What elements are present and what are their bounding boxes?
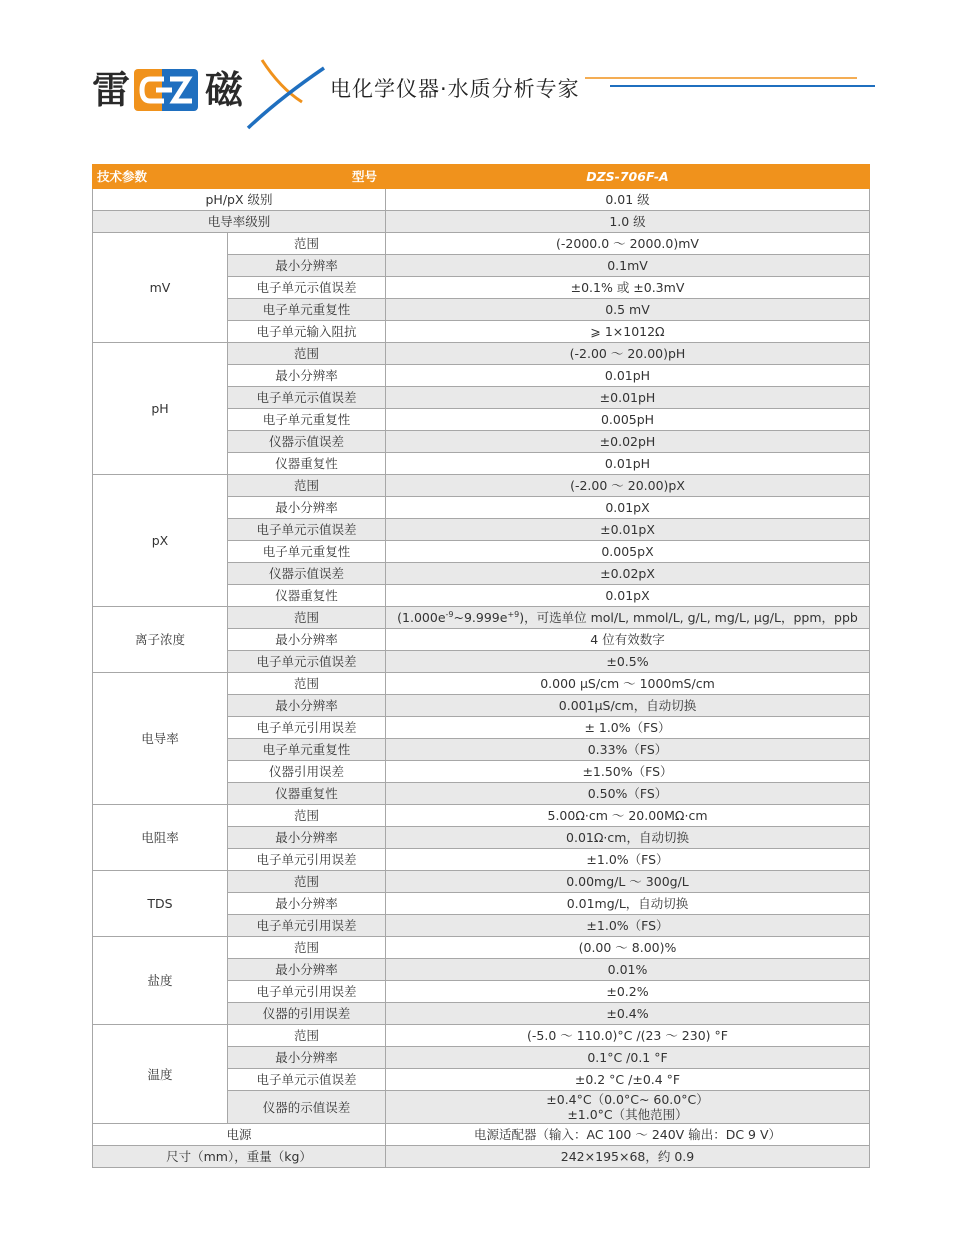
table-row [93, 937, 870, 959]
param-label: 范围 [228, 673, 386, 695]
table-row [93, 189, 870, 211]
param-value: 0.5 mV [386, 299, 870, 321]
param-label: 仪器示值误差 [228, 431, 386, 453]
param-label: 范围 [228, 871, 386, 893]
param-value: (-2.00 ～ 20.00)pH [386, 343, 870, 365]
param-label: 最小分辨率 [228, 365, 386, 387]
param-label: 范围 [228, 607, 386, 629]
group-label-resistivity: 电阻率 [93, 805, 228, 871]
param-label: 电子单元重复性 [228, 409, 386, 431]
param-value: 0.01mg/L，自动切换 [386, 893, 870, 915]
param-label: 仪器引用误差 [228, 761, 386, 783]
param-label: 电子单元示值误差 [228, 277, 386, 299]
header-model-label: 型号 [351, 169, 377, 184]
param-label: 范围 [228, 233, 386, 255]
group-label-temperature: 温度 [93, 1025, 228, 1124]
param-value: 0.001μS/cm，自动切换 [386, 695, 870, 717]
table-row [93, 211, 870, 233]
param-value: 0.01% [386, 959, 870, 981]
param-label: 电子单元引用误差 [228, 915, 386, 937]
row-label: 尺寸（mm），重量（kg） [93, 1146, 386, 1168]
row-value: 0.01 级 [386, 189, 870, 211]
brand-logo-icon [134, 69, 198, 111]
param-label: 电子单元引用误差 [228, 981, 386, 1003]
param-value: 0.01pX [386, 585, 870, 607]
param-value: ±0.02pH [386, 431, 870, 453]
param-label: 电子单元示值误差 [228, 519, 386, 541]
param-value: (-2000.0 ～ 2000.0)mV [386, 233, 870, 255]
param-label: 仪器重复性 [228, 783, 386, 805]
param-label: 最小分辨率 [228, 893, 386, 915]
param-value: (-2.00 ～ 20.00)pX [386, 475, 870, 497]
param-value: 0.01pX [386, 497, 870, 519]
param-label: 电子单元重复性 [228, 541, 386, 563]
exponent: -9 [445, 609, 454, 619]
param-value: ⩾ 1×1012Ω [386, 321, 870, 343]
group-label-salinity: 盐度 [93, 937, 228, 1025]
param-value: ±0.01pX [386, 519, 870, 541]
table-row [93, 871, 870, 893]
spec-table [92, 164, 870, 1168]
row-value: 1.0 级 [386, 211, 870, 233]
param-value: ±0.02pX [386, 563, 870, 585]
param-label: 电子单元重复性 [228, 739, 386, 761]
param-label: 范围 [228, 343, 386, 365]
param-label: 仪器的示值误差 [228, 1091, 386, 1124]
param-label: 最小分辨率 [228, 959, 386, 981]
param-value: 5.00Ω·cm ～ 20.00MΩ·cm [386, 805, 870, 827]
param-label: 最小分辨率 [228, 827, 386, 849]
param-value [386, 1091, 870, 1124]
param-label: 范围 [228, 475, 386, 497]
exponent: +9 [507, 609, 520, 619]
group-label-tds: TDS [93, 871, 228, 937]
row-label: pH/pX 级别 [93, 189, 386, 211]
param-label: 仪器的引用误差 [228, 1003, 386, 1025]
param-value: 0.01pH [386, 453, 870, 475]
table-row [93, 233, 870, 255]
param-value: 0.01pH [386, 365, 870, 387]
param-value: 0.005pX [386, 541, 870, 563]
brand-slogan: 电化学仪器·水质分析专家 [330, 77, 580, 101]
param-label: 最小分辨率 [228, 255, 386, 277]
param-value: ±1.0%（FS） [386, 915, 870, 937]
param-value: 0.005pH [386, 409, 870, 431]
page-header [0, 0, 960, 150]
table-header-row [93, 165, 870, 189]
value-line: ±0.4°C（0.0°C~ 60.0°C） [546, 1092, 709, 1107]
table-row [93, 1146, 870, 1168]
param-value: ±0.2% [386, 981, 870, 1003]
header-param-label: 技术参数 [97, 169, 148, 184]
param-value: ±1.0%（FS） [386, 849, 870, 871]
brand-char-ci: 磁 [205, 68, 244, 112]
param-value: 0.00mg/L ～ 300g/L [386, 871, 870, 893]
param-label: 仪器重复性 [228, 453, 386, 475]
param-label: 电子单元示值误差 [228, 1069, 386, 1091]
table-row [93, 1025, 870, 1047]
row-label: 电导率级别 [93, 211, 386, 233]
table-row [93, 343, 870, 365]
param-value: ±0.4% [386, 1003, 870, 1025]
header-divider-lines [585, 75, 875, 91]
value-part: )，可选单位 mol/L, mmol/L, g/L, mg/L, μg/L，ppm，ppb [519, 610, 858, 625]
value-part: (1.000e [397, 610, 446, 625]
table-row [93, 1124, 870, 1146]
table-row [93, 805, 870, 827]
param-label: 电子单元重复性 [228, 299, 386, 321]
param-value: 0.01Ω·cm，自动切换 [386, 827, 870, 849]
param-label: 电子单元引用误差 [228, 717, 386, 739]
param-label: 最小分辨率 [228, 629, 386, 651]
param-value: 0.50%（FS） [386, 783, 870, 805]
param-value: ±0.5% [386, 651, 870, 673]
param-label: 电子单元引用误差 [228, 849, 386, 871]
param-label: 仪器示值误差 [228, 563, 386, 585]
param-value: (-5.0 ～ 110.0)°C /(23 ～ 230) °F [386, 1025, 870, 1047]
row-label: 电源 [93, 1124, 386, 1146]
param-value: 0.000 μS/cm ～ 1000mS/cm [386, 673, 870, 695]
param-label: 电子单元示值误差 [228, 387, 386, 409]
param-label: 电子单元输入阻抗 [228, 321, 386, 343]
param-label: 电子单元示值误差 [228, 651, 386, 673]
group-label-px: pX [93, 475, 228, 607]
param-label: 范围 [228, 937, 386, 959]
group-label-ph: pH [93, 343, 228, 475]
param-value: ±0.2 °C /±0.4 °F [386, 1069, 870, 1091]
param-label: 仪器重复性 [228, 585, 386, 607]
table-row [93, 607, 870, 629]
param-value: 0.1°C /0.1 °F [386, 1047, 870, 1069]
table-row [93, 475, 870, 497]
param-value: ± 1.0%（FS） [386, 717, 870, 739]
header-param-cell [93, 165, 386, 189]
group-label-ion: 离子浓度 [93, 607, 228, 673]
param-value: 0.33%（FS） [386, 739, 870, 761]
param-value: ±0.01pH [386, 387, 870, 409]
param-label: 最小分辨率 [228, 1047, 386, 1069]
param-label: 范围 [228, 1025, 386, 1047]
header-model-name: DZS-706F-A [386, 165, 870, 189]
param-value: ±0.1% 或 ±0.3mV [386, 277, 870, 299]
group-label-conductivity: 电导率 [93, 673, 228, 805]
table-row [93, 673, 870, 695]
row-value: 电源适配器（输入：AC 100 ～ 240V 输出：DC 9 V） [386, 1124, 870, 1146]
brand-char-lei: 雷 [92, 68, 131, 112]
param-label: 最小分辨率 [228, 497, 386, 519]
row-value: 242×195×68，约 0.9 [386, 1146, 870, 1168]
param-label: 范围 [228, 805, 386, 827]
param-value: (0.00 ～ 8.00)% [386, 937, 870, 959]
cross-decoration-icon [240, 58, 330, 130]
value-line: ±1.0°C（其他范围） [567, 1107, 688, 1122]
param-value: 0.1mV [386, 255, 870, 277]
group-label-mv: mV [93, 233, 228, 343]
param-label: 最小分辨率 [228, 695, 386, 717]
param-value: 4 位有效数字 [386, 629, 870, 651]
param-value: ±1.50%（FS） [386, 761, 870, 783]
value-part: ~9.999e [453, 610, 508, 625]
param-value [386, 607, 870, 629]
